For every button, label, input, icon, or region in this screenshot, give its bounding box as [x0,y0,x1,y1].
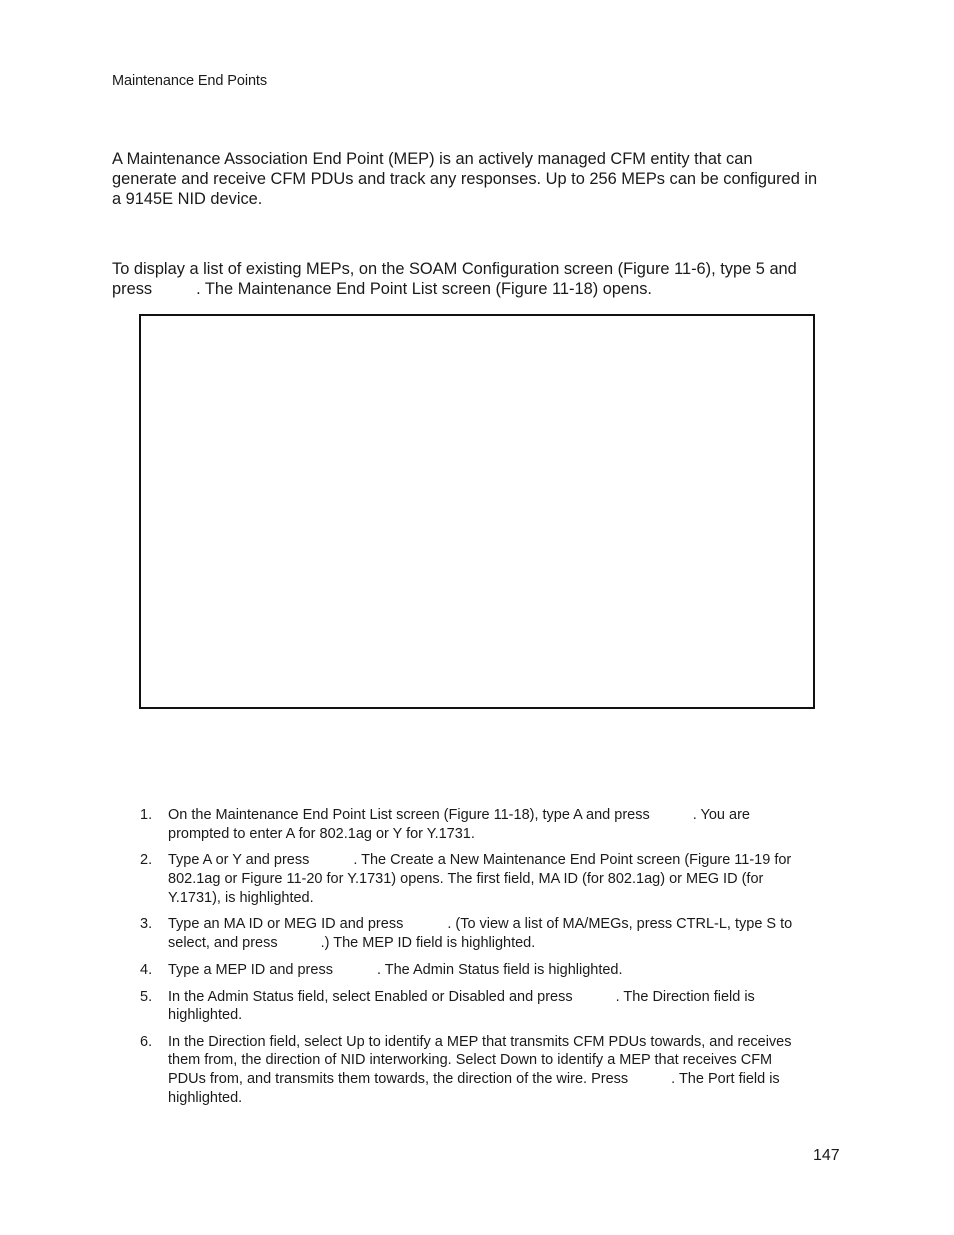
step-segment: Y.1731), is highlighted. [168,889,314,906]
step-segment: . The Direction field is [615,988,755,1005]
procedure-step [140,961,840,980]
step-line [168,915,840,934]
step-line [168,851,840,870]
step-segment: Type an MA ID or MEG ID and press [168,916,404,933]
step-text [168,988,840,1025]
step-text [168,961,840,980]
procedure-step [140,988,840,1025]
procedure-steps [140,806,840,1115]
step-number: 4. [140,961,153,978]
step-segment: . The Create a New Maintenance End Point screen (Figure 11-19 for [353,852,792,869]
step-segment: .) The MEP ID field is highlighted. [320,934,536,951]
step-number: 2. [140,852,153,869]
display-paragraph [112,259,847,299]
procedure-step [140,806,840,843]
step-text [168,806,840,843]
step-segment: . The Port field is [671,1071,780,1088]
display-line [112,279,847,299]
step-segment: 802.1ag or Figure 11-20 for Y.1731) opens. The first field, MA ID (for 802.1ag) or MEG ID (for [168,870,764,887]
step-number: 5. [140,988,153,1005]
step-segment: . You are [692,807,750,823]
intro-line: generate and receive CFM PDUs and track any responses. Up to 256 MEPs can be configured in [112,170,818,189]
intro-line: a 9145E NID device. [112,190,263,209]
page-number: 147 [813,1147,840,1164]
step-line [168,934,840,953]
step-segment: prompted to enter A for 802.1ag or Y for Y.1731. [168,825,475,842]
step-line [168,1033,840,1052]
step-number: 6. [140,1033,153,1050]
step-line [168,1089,840,1108]
figure-screen-placeholder [139,314,815,709]
display-line: To display a list of existing MEPs, on the SOAM Configuration screen (Figure 11-6), type 5 and [112,260,797,278]
step-line [168,870,840,889]
step-segment: PDUs from, and transmits them towards, the direction of the wire. Press [168,1071,629,1088]
step-line [168,1006,840,1025]
step-line [168,961,840,980]
step-segment: In the Admin Status field, select Enabled or Disabled and press [168,988,573,1005]
step-number: 3. [140,916,153,933]
step-line [168,825,840,844]
step-line [168,988,840,1007]
step-line [168,1051,840,1070]
step-segment: On the Maintenance End Point List screen (Figure 11-18), type A and press [168,807,650,823]
step-segment: . (To view a list of MA/MEGs, press CTRL-L, type S to [447,916,793,933]
step-text [168,1033,840,1107]
step-segment: In the Direction field, select Up to identify a MEP that transmits CFM PDUs towards, and receives [168,1033,792,1050]
display-line-end: . The Maintenance End Point List screen (Figure 11-18) opens. [196,280,652,299]
intro-paragraph [112,149,847,210]
step-number: 1. [140,807,153,823]
step-line [168,889,840,908]
step-segment: select, and press [168,934,278,951]
running-header: Maintenance End Points [112,73,267,89]
step-segment: . The Admin Status field is highlighted. [376,961,623,978]
step-line [168,1070,840,1089]
step-segment: Type A or Y and press [168,852,310,869]
step-line [168,806,840,825]
step-segment: highlighted. [168,1089,243,1106]
display-line-start: press [112,280,153,299]
step-text [168,851,840,907]
step-segment: Type a MEP ID and press [168,961,333,978]
step-segment: highlighted. [168,1007,243,1024]
procedure-step [140,915,840,952]
step-text [168,915,840,952]
procedure-step [140,1033,840,1107]
step-segment: them from, the direction of NID interworking. Select Down to identify a MEP that receives CFM [168,1052,773,1069]
procedure-step [140,851,840,907]
intro-line: A Maintenance Association End Point (MEP) is an actively managed CFM entity that can [112,150,753,168]
